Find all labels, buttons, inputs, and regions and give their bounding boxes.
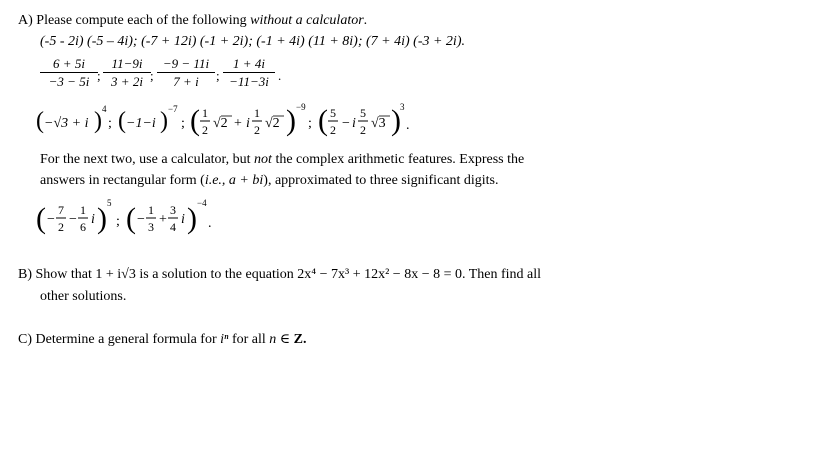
fraction-4-denominator: −11−3i	[229, 74, 269, 89]
part-a-intro-italic: without a calculator	[250, 13, 364, 28]
svg-text:2: 2	[254, 123, 260, 137]
part-c-integers: Z.	[293, 332, 307, 347]
fraction-2	[103, 56, 151, 89]
svg-text:;: ;	[108, 116, 112, 131]
svg-text:−: −	[342, 116, 350, 131]
power-1-exp: 4	[102, 104, 107, 114]
svg-text:1: 1	[254, 106, 260, 120]
svg-text:7: 7	[58, 203, 64, 217]
part-c-text-b: for all	[231, 332, 266, 347]
fraction-3	[157, 56, 215, 89]
part-a-intro: Please compute each of the following	[36, 13, 247, 28]
part-a-intro-end: .	[363, 13, 368, 28]
svg-text:5: 5	[360, 106, 366, 120]
svg-text:(: (	[36, 202, 46, 235]
fraction-4-numerator: 1 + 4i	[233, 56, 265, 71]
svg-text:3: 3	[148, 220, 154, 234]
calc-text-1a: For the next two, use a calculator, but	[40, 152, 251, 167]
svg-text:+: +	[159, 212, 167, 227]
svg-text:2: 2	[58, 220, 64, 234]
svg-text:i: i	[91, 212, 95, 227]
power-2-base: −1−i	[126, 116, 156, 131]
calculator-powers-row	[36, 194, 216, 242]
part-c-label: C)	[18, 332, 32, 347]
svg-text:.: .	[406, 118, 410, 133]
part-b-line-1	[18, 266, 541, 284]
svg-text:.: .	[208, 216, 212, 231]
calc-text-2a: answers in rectangular form (	[40, 173, 205, 188]
svg-text:;: ;	[116, 214, 120, 229]
calculator-instructions-line-1	[40, 151, 524, 169]
svg-text:−: −	[69, 212, 77, 227]
part-c-text-a: Determine a general formula for	[35, 332, 217, 347]
power-2-exp: −7	[168, 104, 178, 114]
fraction-2-numerator: 11−9i	[111, 56, 143, 71]
calc-text-not: not	[254, 152, 272, 167]
product-expressions: (-5 - 2i) (-5 – 4i); (-7 + 12i) (-1 + 2i); (-1 + 4i) (11 + 8i); (7 + 4i) (-3 + 2i).	[40, 34, 465, 49]
fraction-3-denominator: 7 + i	[173, 74, 199, 89]
svg-text:−: −	[47, 212, 55, 227]
power-4-exp: 3	[400, 102, 405, 112]
complex-powers-row	[36, 98, 416, 146]
svg-text:√2: √2	[265, 116, 280, 131]
svg-text:2: 2	[330, 123, 336, 137]
svg-text:): )	[286, 104, 296, 137]
svg-text:(: (	[126, 202, 136, 235]
part-a-heading	[18, 12, 367, 30]
part-b-label: B)	[18, 267, 32, 282]
svg-text:(: (	[318, 104, 328, 137]
svg-text:1: 1	[80, 203, 86, 217]
part-b-line-2: other solutions.	[40, 289, 127, 304]
part-a-label: A)	[18, 13, 33, 28]
power-3-exp: −9	[296, 102, 306, 112]
svg-text:6: 6	[80, 220, 86, 234]
svg-text:;: ;	[181, 116, 185, 131]
svg-text:√2: √2	[213, 116, 228, 131]
fraction-3-numerator: −9 − 11i	[162, 56, 210, 71]
svg-text:4: 4	[170, 220, 176, 234]
svg-text:−: −	[137, 212, 145, 227]
svg-text:i: i	[181, 212, 185, 227]
part-c-power: iⁿ	[220, 332, 229, 347]
part-c-set: n ∈	[269, 332, 291, 347]
paren-open: (	[36, 108, 44, 134]
svg-text:2: 2	[202, 123, 208, 137]
svg-text:): )	[160, 108, 168, 134]
svg-text:2: 2	[360, 123, 366, 137]
svg-text:5: 5	[330, 106, 336, 120]
svg-text:): )	[94, 108, 102, 134]
calculator-instructions-line-2	[40, 172, 499, 190]
svg-text:1: 1	[202, 106, 208, 120]
power-1-base: −√3 + i	[44, 116, 89, 131]
calc-text-2b: ), approximated to three significant digits.	[263, 173, 499, 188]
part-b-text: Show that 1 + i√3 is a solution to the equation 2x⁴ − 7x³ + 12x² − 8x − 8 = 0. Then find all	[35, 267, 542, 282]
svg-text:1: 1	[148, 203, 154, 217]
calc-power-1-exp: 5	[107, 198, 112, 208]
calc-text-ie: i.e., a + bi	[204, 173, 264, 188]
svg-text:(: (	[118, 108, 126, 134]
svg-text:): )	[187, 202, 197, 235]
svg-text:3: 3	[170, 203, 176, 217]
svg-text:): )	[391, 104, 401, 137]
fraction-1-denominator: −3 − 5i	[48, 74, 90, 89]
calc-power-2-exp: −4	[197, 198, 207, 208]
fraction-2-denominator: 3 + 2i	[111, 74, 143, 89]
fraction-4	[223, 56, 275, 89]
svg-text:): )	[97, 202, 107, 235]
svg-text:(: (	[190, 104, 200, 137]
fraction-1-numerator: 6 + 5i	[53, 56, 85, 71]
calc-text-1b: the complex arithmetic features. Express the	[275, 152, 525, 167]
svg-text:√3: √3	[371, 116, 386, 131]
fraction-1	[40, 56, 98, 89]
part-c-line	[18, 331, 307, 349]
svg-text:i: i	[246, 116, 250, 131]
svg-text:;: ;	[308, 116, 312, 131]
svg-text:i: i	[352, 116, 356, 131]
svg-text:+: +	[234, 116, 242, 131]
